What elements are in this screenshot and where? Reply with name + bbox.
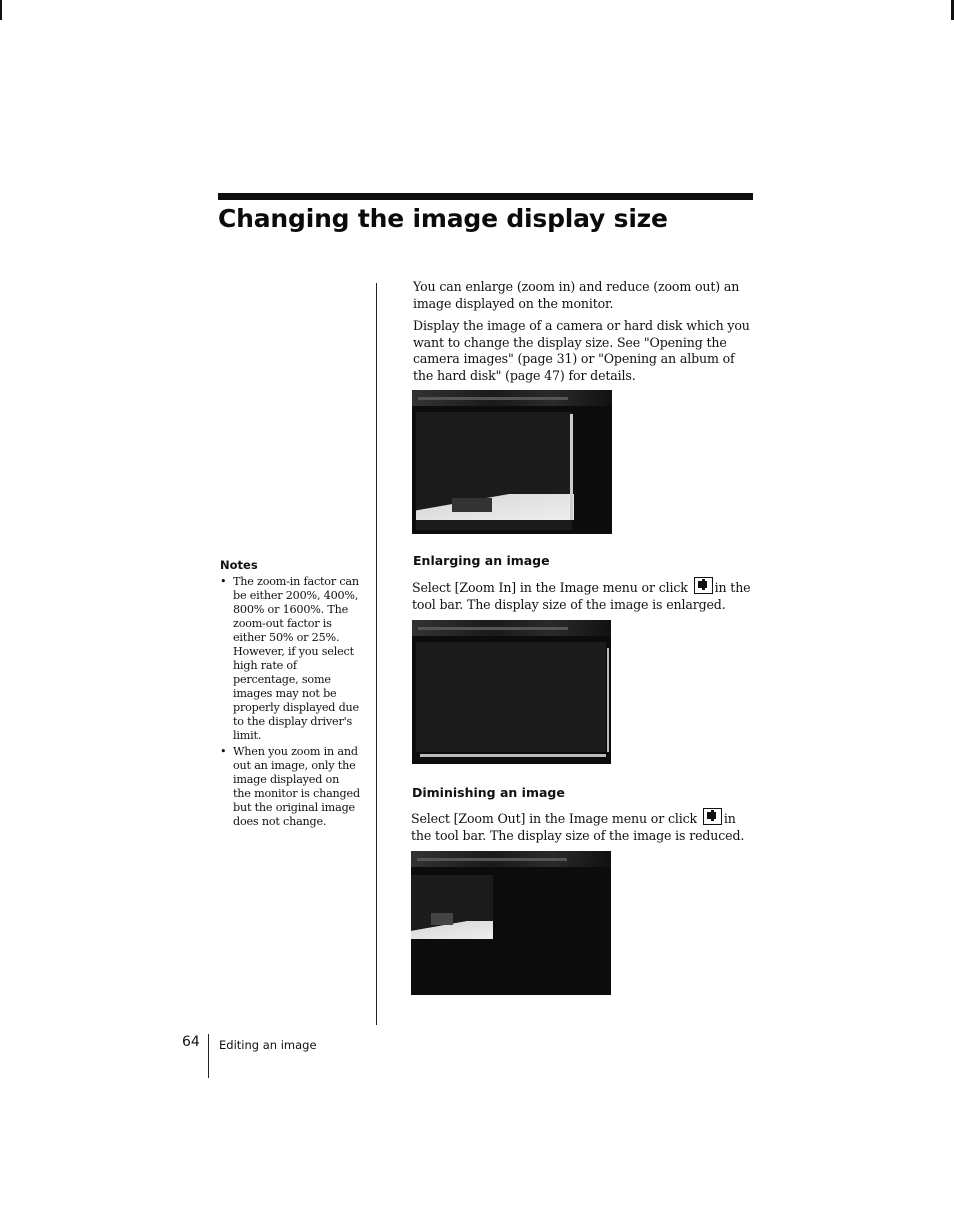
note-item: • When you zoom in and out an image, only the image displayed on the monitor is changed but the original image does not change. [220, 745, 360, 828]
intro-paragraph-1: You can enlarge (zoom in) and reduce (zoom out) an image displayed on the monitor. [413, 279, 740, 311]
zoom-out-icon[interactable] [703, 808, 722, 825]
zoom-in-icon[interactable] [694, 577, 713, 594]
screenshot-image-content [416, 494, 574, 520]
heading-diminishing: Diminishing an image [412, 785, 565, 800]
page-number: 64 [182, 1034, 200, 1050]
title-rule [218, 193, 753, 200]
heading-enlarging: Enlarging an image [413, 553, 550, 568]
footer-divider [208, 1034, 209, 1078]
footer-section-title: Editing an image [219, 1038, 317, 1052]
enlarging-paragraph: Select [Zoom In] in the Image menu or click in the tool bar. The display size of the image is enlarged. [412, 577, 752, 613]
notes-heading: Notes [220, 558, 258, 572]
notes-list [220, 575, 360, 831]
screenshot-reduced-image [411, 851, 611, 995]
intro-paragraph-2: Display the image of a camera or hard disk which you want to change the display size. See "Opening the camera images" (page 31) or "Opening an album of the hard disk" (page 47) for details. [413, 318, 750, 383]
diminishing-paragraph: Select [Zoom Out] in the Image menu or click in the tool bar. The display size of the image is reduced. [411, 808, 751, 844]
note-item: • The zoom-in factor can be either 200%, 400%, 800% or 1600%. The zoom-out factor is either 50% or 25%. However, if you select high rate of percentage, some images may not be properly displayed due to the display driver's limit. [220, 575, 359, 742]
page-title: Changing the image display size [218, 204, 668, 233]
screenshot-enlarged-image [412, 620, 611, 764]
scan-edge-left [0, 0, 2, 20]
column-divider [376, 283, 377, 1025]
screenshot-original-image [412, 390, 612, 534]
